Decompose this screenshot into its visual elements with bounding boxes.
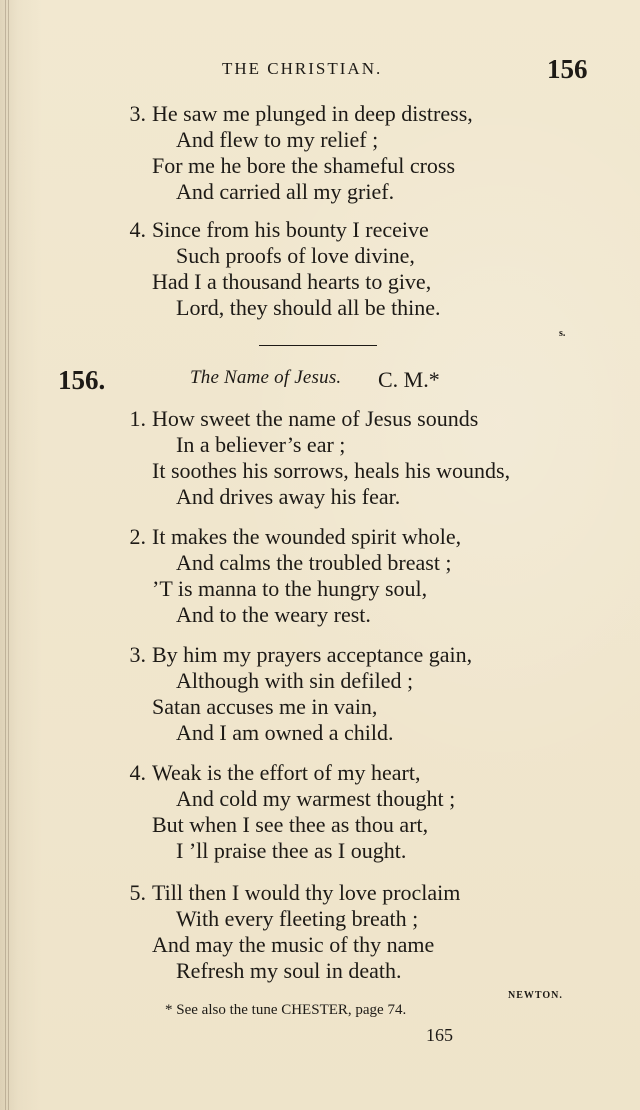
stanza-line <box>122 153 582 179</box>
stanza-line-text: Had I a thousand hearts to give, <box>152 269 432 294</box>
stanza-line <box>122 668 582 694</box>
hymn-meter: C. M.* <box>378 367 440 392</box>
stanza-number: 3. <box>129 642 146 667</box>
hymn-author: NEWTON. <box>508 990 563 1001</box>
stanza-line-text: Since from his bounty I receive <box>152 217 429 242</box>
stanza-number: 5. <box>129 880 146 905</box>
hymn-stanza-1 <box>122 406 582 510</box>
stanza-line-text: Refresh my soul in death. <box>176 958 402 983</box>
stanza-line <box>122 295 582 321</box>
stanza-line-text: And to the weary rest. <box>176 602 371 627</box>
footnote: * See also the tune CHESTER, page 74. <box>165 1002 407 1018</box>
stanza-line <box>122 642 582 668</box>
stanza-line <box>122 484 582 510</box>
hymn-stanza-2 <box>122 524 582 628</box>
stanza-line-text: Lord, they should all be thine. <box>176 295 441 320</box>
stanza-line-text: It soothes his sorrows, heals his wounds, <box>152 458 511 483</box>
hymn-number: 156. <box>58 365 106 395</box>
hymn-stanza-4 <box>122 760 582 864</box>
stanza-line-text: And I am owned a child. <box>176 720 394 745</box>
stanza-line-text: But when I see thee as thou art, <box>152 812 429 837</box>
stanza-line <box>122 458 582 484</box>
stanza-line-text: In a believer’s ear ; <box>176 432 346 457</box>
stanza-line <box>122 932 582 958</box>
stanza-line-text: Satan accuses me in vain, <box>152 694 378 719</box>
stanza-line-text: By him my prayers acceptance gain, <box>152 642 473 667</box>
stanza-number: 4. <box>129 760 146 785</box>
stanza-line-text: ’T is manna to the hungry soul, <box>152 576 428 601</box>
stanza-line <box>122 760 582 786</box>
stanza-line <box>122 179 582 205</box>
hymn-stanza-3 <box>122 642 582 746</box>
previous-hymn-mark: s. <box>559 328 566 339</box>
stanza-line-text: He saw me plunged in deep distress, <box>152 101 473 126</box>
previous-hymn-stanza-4 <box>122 217 582 321</box>
stanza-line-text: With every fleeting breath ; <box>176 906 419 931</box>
stanza-line-text: For me he bore the shameful cross <box>152 153 456 178</box>
stanza-line-text: It makes the wounded spirit whole, <box>152 524 462 549</box>
stanza-line <box>122 550 582 576</box>
stanza-line <box>122 720 582 746</box>
bottom-page-number: 165 <box>426 1025 453 1045</box>
stanza-line-text: And cold my warmest thought ; <box>176 786 456 811</box>
stanza-line <box>122 127 582 153</box>
stanza-line <box>122 958 582 984</box>
stanza-line-text: And drives away his fear. <box>176 484 401 509</box>
running-title: THE CHRISTIAN. <box>222 59 383 78</box>
stanza-line <box>122 786 582 812</box>
stanza-line <box>122 217 582 243</box>
left-binding-line <box>5 0 6 1110</box>
stanza-line-text: Such proofs of love divine, <box>176 243 415 268</box>
stanza-line-text: And may the music of thy name <box>152 932 435 957</box>
stanza-line <box>122 694 582 720</box>
stanza-number: 3. <box>129 101 146 126</box>
stanza-line <box>122 812 582 838</box>
stanza-number: 2. <box>129 524 146 549</box>
stanza-line <box>122 269 582 295</box>
stanza-line-text: Weak is the effort of my heart, <box>152 760 421 785</box>
stanza-number: 4. <box>129 217 146 242</box>
stanza-line <box>122 101 582 127</box>
stanza-line-text: And carried all my grief. <box>176 179 395 204</box>
stanza-line <box>122 576 582 602</box>
stanza-line-text: How sweet the name of Jesus sounds <box>152 406 479 431</box>
left-binding-line-inner <box>8 0 9 1110</box>
hymn-divider <box>259 345 377 346</box>
stanza-line <box>122 432 582 458</box>
stanza-line <box>122 602 582 628</box>
stanza-line-text: Although with sin defiled ; <box>176 668 414 693</box>
stanza-line <box>122 406 582 432</box>
stanza-line <box>122 880 582 906</box>
hymn-title: The Name of Jesus. <box>190 367 342 388</box>
stanza-line-text: I ’ll praise thee as I ought. <box>176 838 407 863</box>
stanza-number: 1. <box>129 406 146 431</box>
stanza-line <box>122 838 582 864</box>
stanza-line <box>122 524 582 550</box>
stanza-line-text: And calms the troubled breast ; <box>176 550 452 575</box>
stanza-line <box>122 243 582 269</box>
page-number: 156 <box>547 54 588 84</box>
stanza-line-text: And flew to my relief ; <box>176 127 379 152</box>
hymn-stanza-5 <box>122 880 582 984</box>
stanza-line <box>122 906 582 932</box>
stanza-line-text: Till then I would thy love proclaim <box>152 880 461 905</box>
previous-hymn-stanza-3 <box>122 101 582 205</box>
